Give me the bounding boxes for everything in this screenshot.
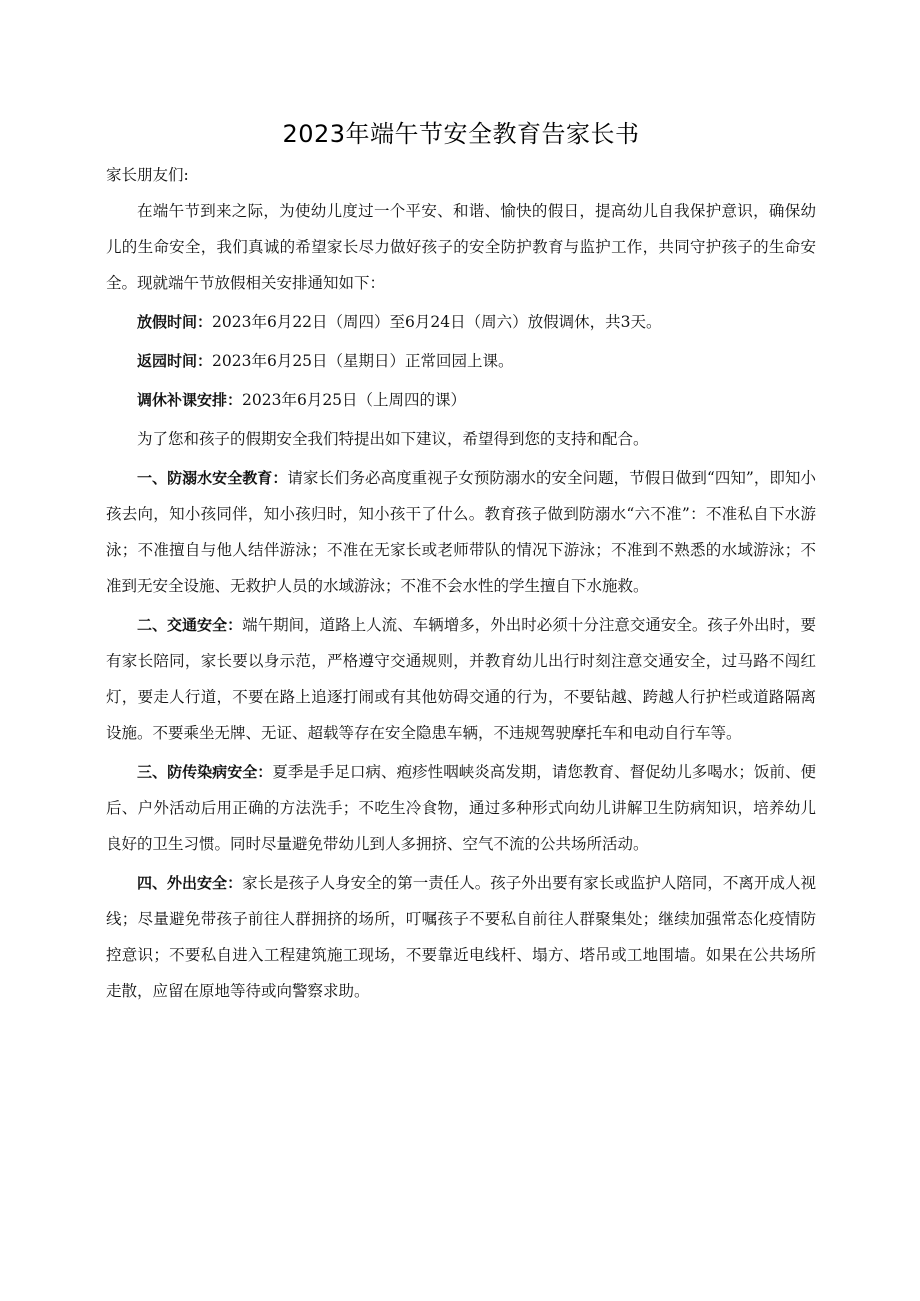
section-disease [106, 754, 816, 862]
section-drowning-label: 一、防溺水安全教育： [137, 469, 288, 487]
schedule-return-label: 返园时间： [137, 352, 213, 370]
section-outing-text: 家长是孩子人身安全的第一责任人。孩子外出要有家长或监护人陪同，不离开成人视线；尽量避免带孩子前往人群拥挤的场所，叮嘱孩子不要私自前往人群聚集处；继续加强常态化疫情防控意识；不要私自进入工程建筑施工现场，不要靠近电线杆、塌方、塔吊或工地围墙。如果在公共场所走散，应留在原地等待或向警察求助。 [106, 874, 816, 1000]
document-page [106, 112, 816, 1009]
section-outing [106, 865, 816, 1009]
intro-paragraph: 在端午节到来之际，为使幼儿度过一个平安、和谐、愉快的假日，提高幼儿自我保护意识，确保幼儿的生命安全，我们真诚的希望家长尽力做好孩子的安全防护教育与监护工作，共同守护孩子的生命安全。现就端午节放假相关安排通知如下： [106, 202, 816, 292]
schedule-makeup-label: 调休补课安排： [137, 391, 243, 409]
section-disease-text: 夏季是手足口病、疱疹性咽峡炎高发期，请您教育、督促幼儿多喝水；饭前、便后、户外活动后用正确的方法洗手；不吃生冷食物，通过多种形式向幼儿讲解卫生防病知识，培养幼儿良好的卫生习惯。同时尽量避免带幼儿到人多拥挤、空气不流的公共场所活动。 [106, 763, 816, 853]
schedule-return [106, 343, 816, 379]
schedule-holiday-text: 2023年6月22日（周四）至6月24日（周六）放假调休，共3天。 [212, 313, 662, 331]
section-outing-label: 四、外出安全： [137, 874, 243, 892]
section-traffic [106, 607, 816, 751]
schedule-makeup-text: 2023年6月25日（上周四的课） [242, 391, 467, 409]
schedule-return-text: 2023年6月25日（星期日）正常回园上课。 [212, 352, 514, 370]
document-title: 2023年端午节安全教育告家长书 [282, 120, 640, 148]
schedule-holiday-label: 放假时间： [137, 313, 213, 331]
schedule-holiday [106, 304, 816, 340]
section-drowning-text: 请家长们务必高度重视子女预防溺水的安全问题，节假日做到“四知”，即知小孩去向，知小孩同伴，知小孩归时，知小孩干了什么。教育孩子做到防溺水“六不准”：不准私自下水游泳；不准擅自与他人结伴游泳；不准在无家长或老师带队的情况下游泳；不准到不熟悉的水域游泳；不准到无安全设施、无救护人员的水域游泳；不准不会水性的学生擅自下水施救。 [106, 469, 816, 595]
suggestion-intro: 为了您和孩子的假期安全我们特提出如下建议，希望得到您的支持和配合。 [137, 430, 649, 448]
schedule-makeup [106, 382, 816, 418]
section-traffic-label: 二、交通安全： [137, 616, 243, 634]
section-disease-label: 三、防传染病安全： [137, 763, 273, 781]
salutation: 家长朋友们: [106, 166, 189, 184]
section-traffic-text: 端午期间，道路上人流、车辆增多，外出时必须十分注意交通安全。孩子外出时，要有家长陪同，家长要以身示范，严格遵守交通规则，并教育幼儿出行时刻注意交通安全，过马路不闯红灯，要走人行道，不要在路上追逐打闹或有其他妨碍交通的行为，不要钻越、跨越人行护栏或道路隔离设施。不要乘坐无牌、无证、超载等存在安全隐患车辆，不违规驾驶摩托车和电动自行车等。 [106, 616, 816, 742]
section-drowning [106, 460, 816, 604]
